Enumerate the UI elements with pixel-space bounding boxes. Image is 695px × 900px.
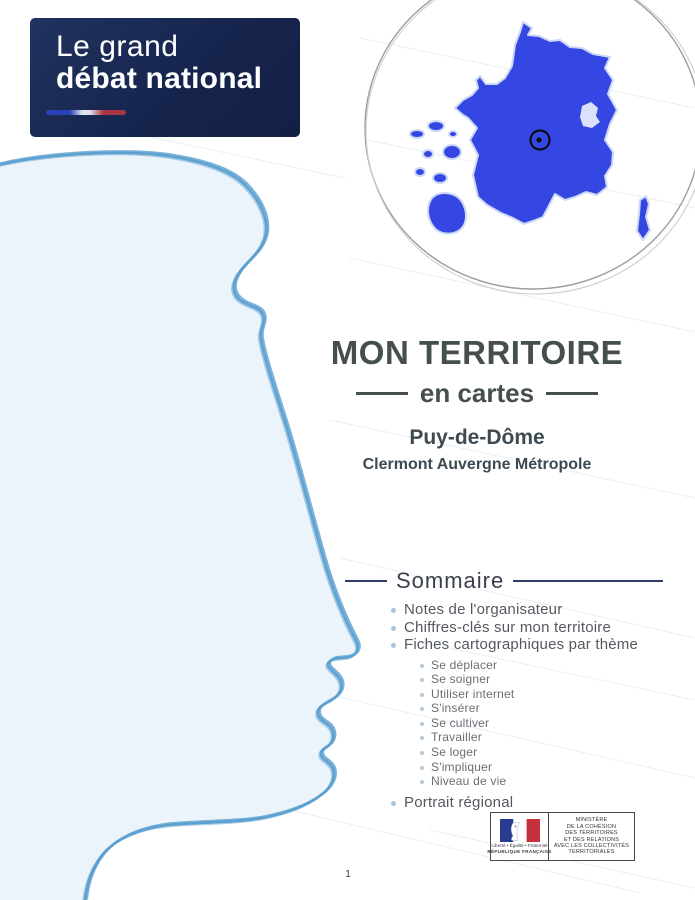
ministry-logo-block [487,812,635,861]
toc-subitem: Se cultiver [431,716,663,731]
toc-sublist [404,658,663,789]
ministry-name-line: DES TERRITOIRES [565,830,618,837]
tricolor-underline [46,110,126,115]
logo-line-1: Le grand [56,30,179,63]
logo-line-2: débat national [56,62,263,95]
ministry-name-line: DE LA COHÉSION [566,823,617,830]
ministry-republic-label: RÉPUBLIQUE FRANÇAISE [487,849,552,854]
grand-debat-logo [30,18,300,137]
subtitle-row [318,378,636,409]
toc-item-portrait: Portrait régional [404,794,663,812]
toc-dash-left [345,580,387,582]
toc-item-notes: Notes de l'organisateur [404,601,663,619]
page-number: 1 [345,869,351,880]
page-subtitle: en cartes [419,378,535,408]
french-flag-marianne-icon [500,819,540,842]
territory-name: Puy-de-Dôme [409,426,545,449]
france-map [410,22,650,240]
ministry-name-line: AVEC LES COLLECTIVITÉS [553,842,630,849]
toc-subitem: Se déplacer [431,658,663,673]
ministry-name-line: ET DES RELATIONS [563,836,620,843]
table-of-contents [345,568,663,811]
ministry-name-cell [549,813,634,860]
toc-item-fiches-label: Fiches cartographiques par thème [404,636,639,653]
territory-subname: Clermont Auvergne Métropole [362,456,592,473]
toc-item-chiffres: Chiffres-clés sur mon territoire [404,619,663,637]
toc-subitem: S'impliquer [431,760,663,775]
toc-subitem: S'insérer [431,701,663,716]
ministry-name-line: TERRITORIALES [568,849,615,856]
toc-subitem: Travailler [431,730,663,745]
toc-subitem: Se loger [431,745,663,760]
island-cluster [410,121,466,234]
title-block [318,334,636,474]
island-large [428,193,466,234]
toc-heading-row [345,568,663,594]
toc-rule-right [513,580,663,582]
ministry-flag-cell [487,813,552,860]
subtitle-dash-right [546,392,598,395]
subtitle-dash-left [356,392,408,395]
corsica [637,196,650,240]
ministry-motto: Liberté • Égalité • Fraternité [491,842,548,848]
toc-subitem: Niveau de vie [431,774,663,789]
toc-list [345,601,663,811]
toc-subitem: Se soigner [431,672,663,687]
ministry-name-line: MINISTÈRE [575,817,608,824]
toc-item-fiches [404,636,663,789]
page-title: MON TERRITOIRE [330,334,624,371]
toc-heading: Sommaire [396,568,505,593]
toc-subitem: Utiliser internet [431,687,663,702]
